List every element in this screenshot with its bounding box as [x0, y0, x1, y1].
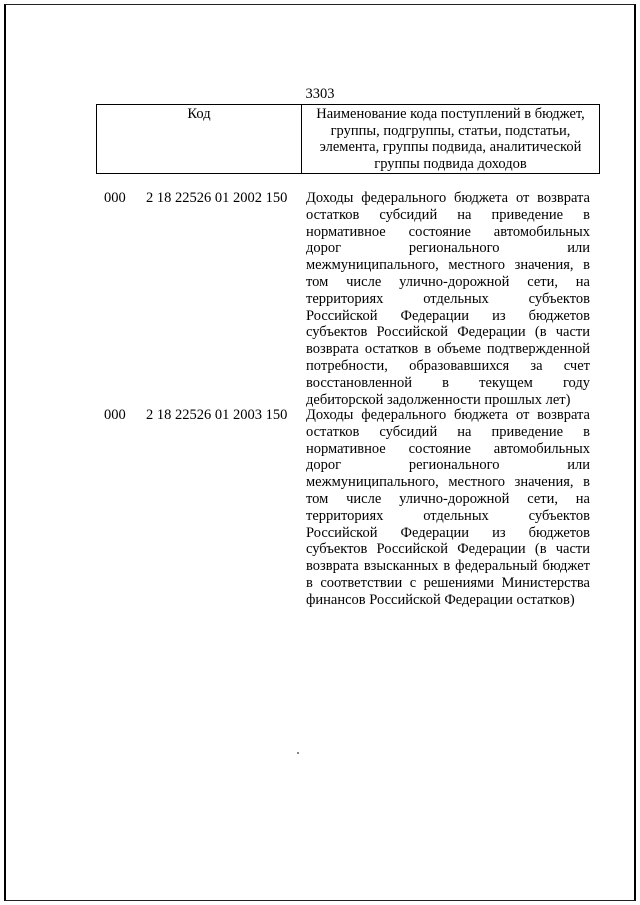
row-income-code: 2 18 22526 01 2002 150 — [146, 190, 288, 206]
table-row — [104, 407, 590, 609]
row-income-code: 2 18 22526 01 2003 150 — [146, 407, 288, 423]
row-admin-code: 000 — [104, 190, 126, 206]
row-admin-code: 000 — [104, 407, 126, 423]
table-row — [104, 190, 590, 408]
header-name: Наименование кода поступлений в бюджет, группы, подгруппы, статьи, подстатьи, элемента, группы подвида, аналитической группы подвида доходов — [316, 106, 585, 172]
row-income-name: Доходы федерального бюджета от возврата остатков субсидий на приведение в нормативное состояние автомобильных дорог регионального или межмуниципального, местного значения, в том числе улично-дорожной сети, на территориях отдельных субъектов Российской Федерации из бюджетов субъектов Российской Федерации (в части возврата взысканных в федеральный бюджет в соответствии с решениями Министерства финансов Российской Федерации остатков) — [306, 407, 590, 608]
page-number: 3303 — [305, 86, 335, 102]
row-income-name: Доходы федерального бюджета от возврата остатков субсидий на приведение в нормативное состояние автомобильных дорог регионального или межмуниципального, местного значения, в том числе улично-дорожной сети, на территориях отдельных субъектов Российской Федерации из бюджетов субъектов Российской Федерации (в части возврата остатков в объеме подтвержденной потребности, образовавшихся за счет восстановленной в текущем году дебиторской задолженности прошлых лет) — [306, 190, 590, 408]
table-header — [96, 104, 600, 174]
scan-speck — [297, 752, 299, 754]
header-code: Код — [97, 105, 302, 173]
